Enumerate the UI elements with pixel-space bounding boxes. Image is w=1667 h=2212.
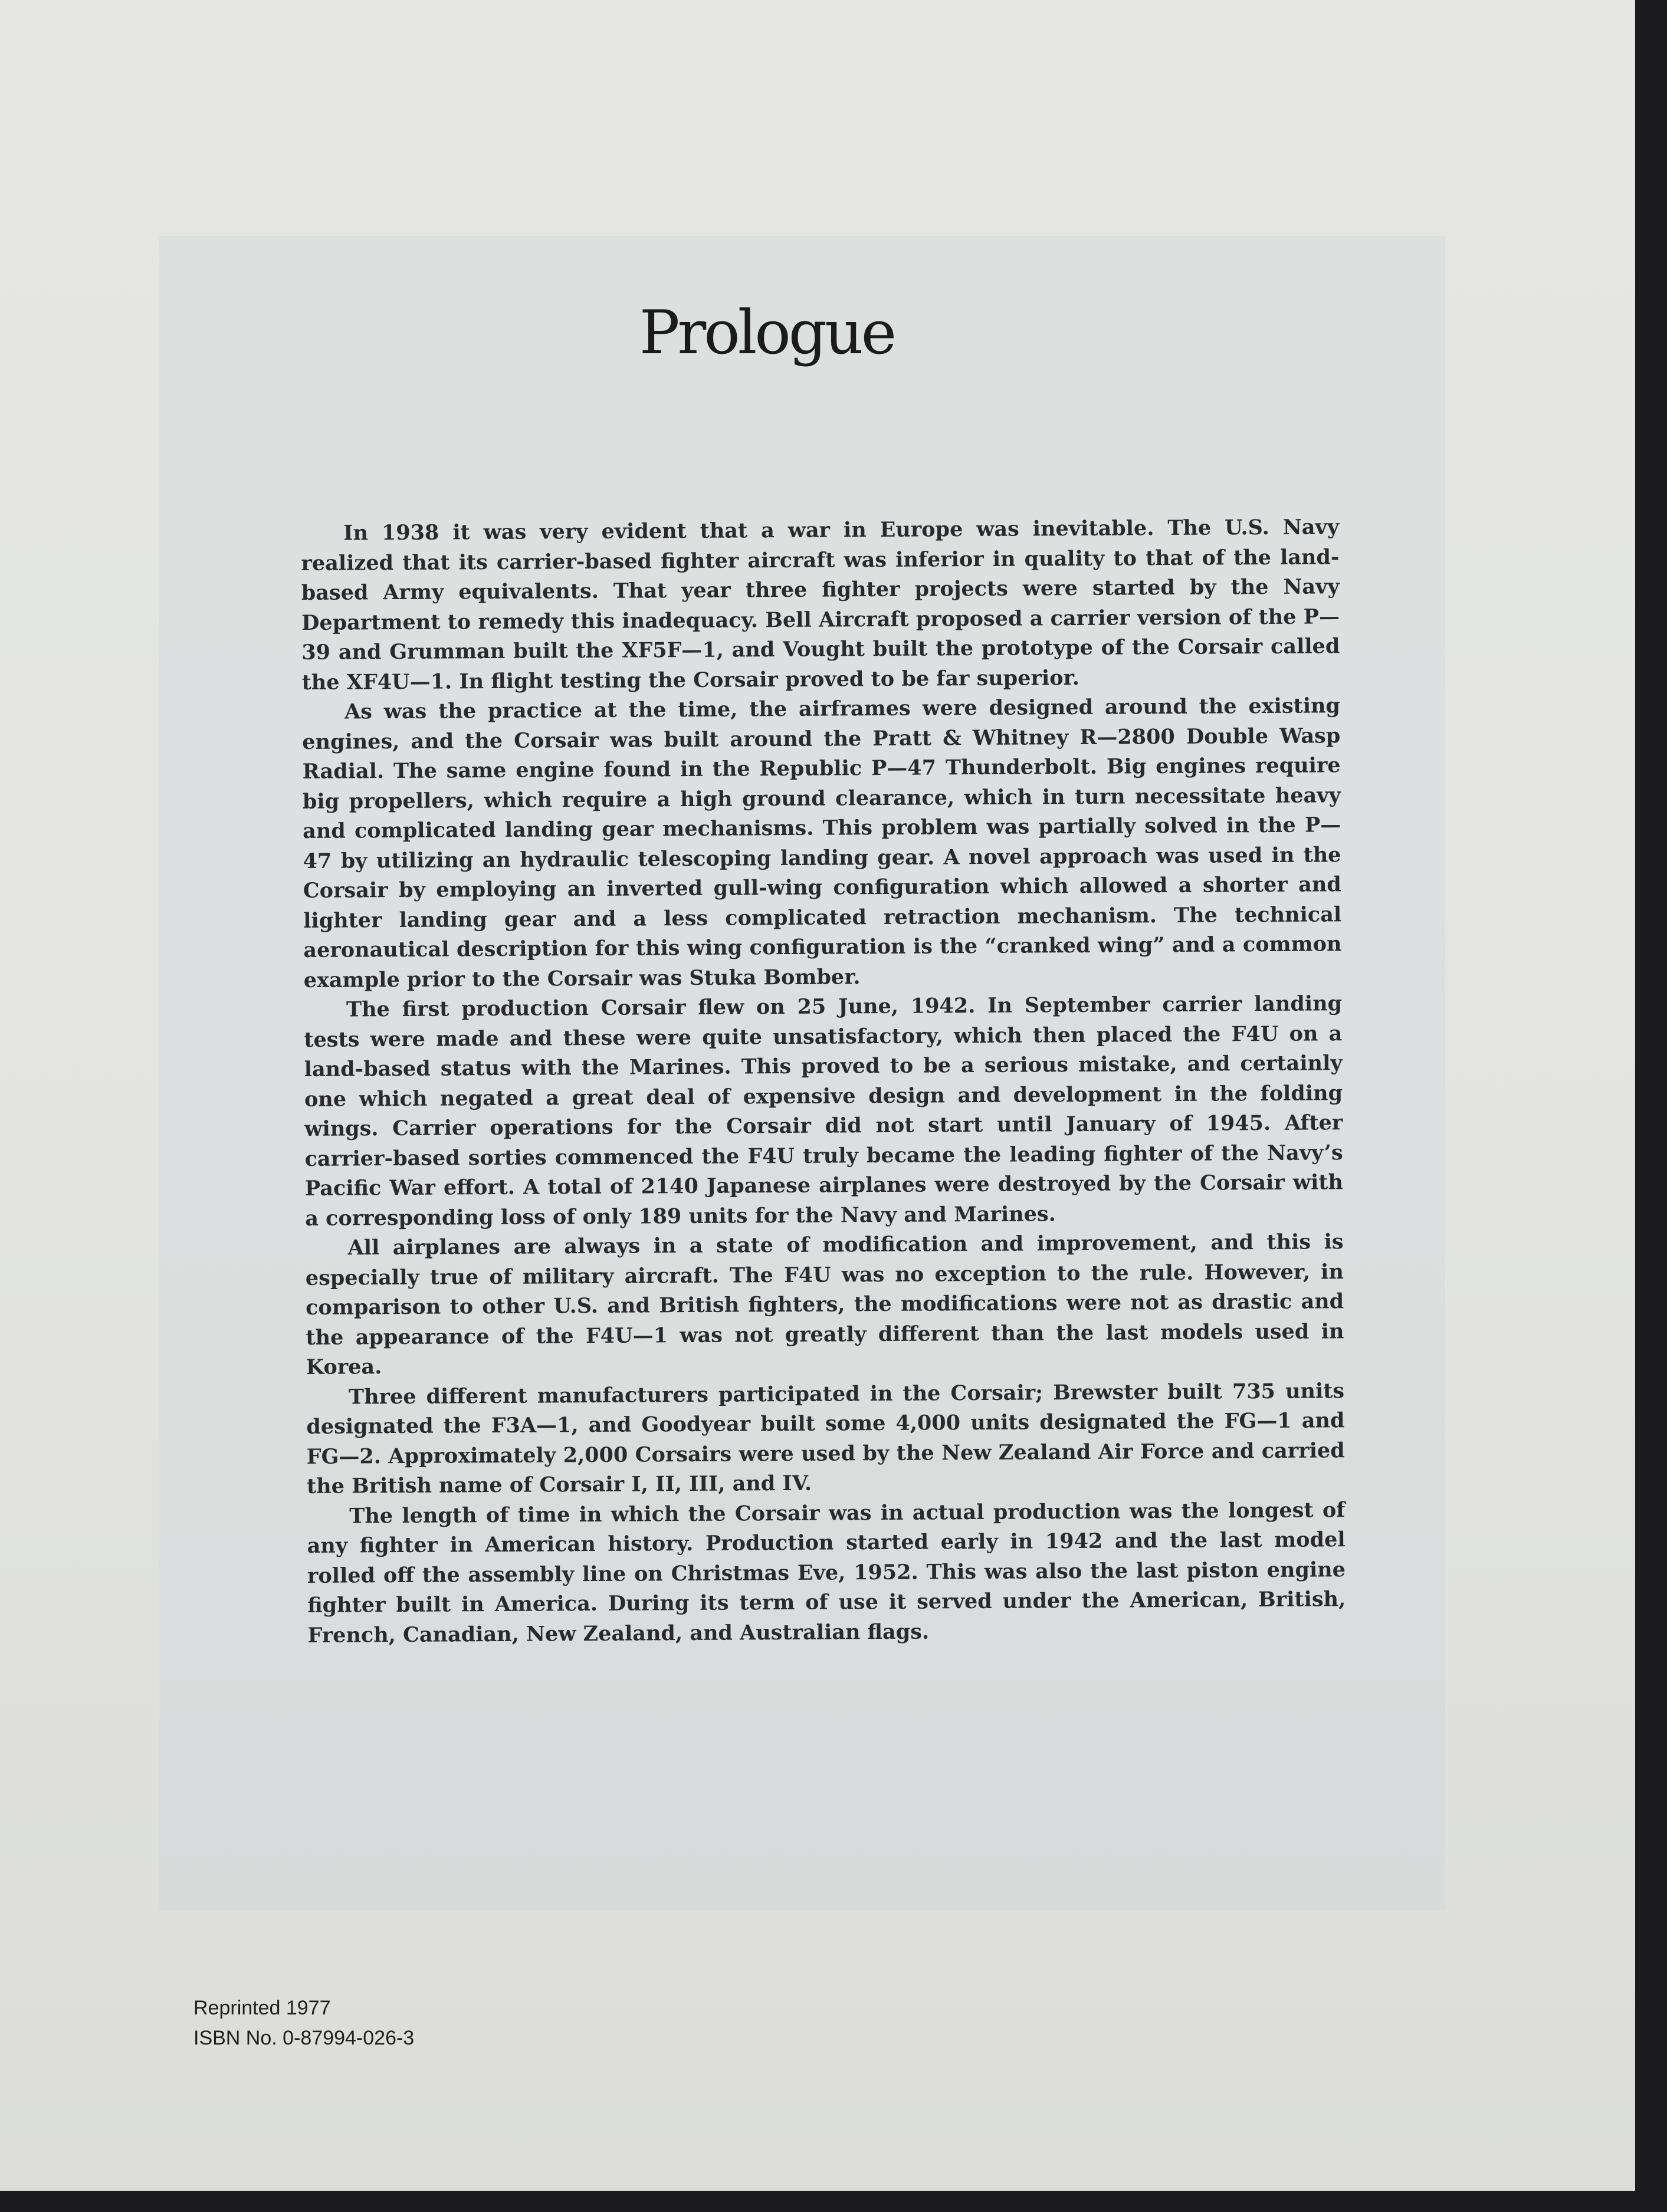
- paragraph-3: The first production Corsair flew on 25 June, 1942. In September carrier landing tests were made and these were quite unsatisfactory, which then placed the F4U on a land-based status with the Marines. This proved to be a serious mistake, and certainly one which negated a great deal of expensive design and development in the folding wings. Carrier operations for the Corsair did not start until January of 1945. After carrier-based sorties commenced the F4U truly became the leading fighter of the Navy’s Pacific War effort. A total of 2140 Japanese airplanes were destroyed by the Corsair with a corresponding loss of only 189 units for the Navy and Marines.: [304, 991, 1344, 1231]
- paragraph-6: The length of time in which the Corsair was in actual production was the longest of any fighter in American history. Production started early in 1942 and the last model rolled off the assembly line on Christmas Eve, 1952. This was also the last piston engine fighter built in America. During its term of use it served under the American, British, French, Canadian, New Zealand, and Australian flags.: [307, 1497, 1346, 1648]
- reprint-note: Reprinted 1977: [193, 1997, 331, 2019]
- paragraph-1: In 1938 it was very evident that a war in Europe was inevitable. The U.S. Navy realized that its carrier-based fighter aircraft was inferior in quality to that of the land-based Army equivalents. That year three fighter projects were started by the Navy Department to remedy this inadequacy. Bell Aircraft proposed a carrier version of the P—39 and Grumman built the XF5F—1, and Vought built the prototype of the Corsair called the XF4U—1. In flight testing the Corsair proved to be far superior.: [301, 515, 1340, 695]
- page-title: Prologue: [639, 298, 895, 368]
- paragraph-4: All airplanes are always in a state of modification and improvement, and this is especially true of military aircraft. The F4U was no exception to the rule. However, in comparison to other U.S. and British fighters, the modifications were not as drastic and the appearance of the F4U—1 was not greatly different than the last models used in Korea.: [305, 1230, 1344, 1379]
- publication-info: [193, 1993, 414, 2053]
- prologue-body: [301, 512, 1346, 1651]
- paragraph-5: Three different manufacturers participated in the Corsair; Brewster built 735 units designated the F3A—1, and Goodyear built some 4,000 units designated the FG—1 and FG—2. Approximately 2,000 Corsairs were used by the New Zealand Air Force and carried the British name of Corsair I, II, III, and IV.: [306, 1378, 1345, 1498]
- paragraph-2: As was the practice at the time, the airframes were designed around the existing engines, and the Corsair was built around the Pratt & Whitney R—2800 Double Wasp Radial. The same engine found in the Republic P—47 Thunderbolt. Big engines require big propellers, which require a high ground clearance, which in turn necessitate heavy and complicated landing gear mechanisms. This problem was partially solved in the P—47 by utilizing an hydraulic telescoping landing gear. A novel approach was used in the Corsair by employing an inverted gull-wing configuration which allowed a shorter and lighter landing gear and a less complicated retraction mechanism. The technical aeronautical description for this wing configuration is the “cranked wing” and a common example prior to the Corsair was Stuka Bomber.: [302, 693, 1342, 992]
- isbn-number: ISBN No. 0-87994-026-3: [193, 2027, 415, 2049]
